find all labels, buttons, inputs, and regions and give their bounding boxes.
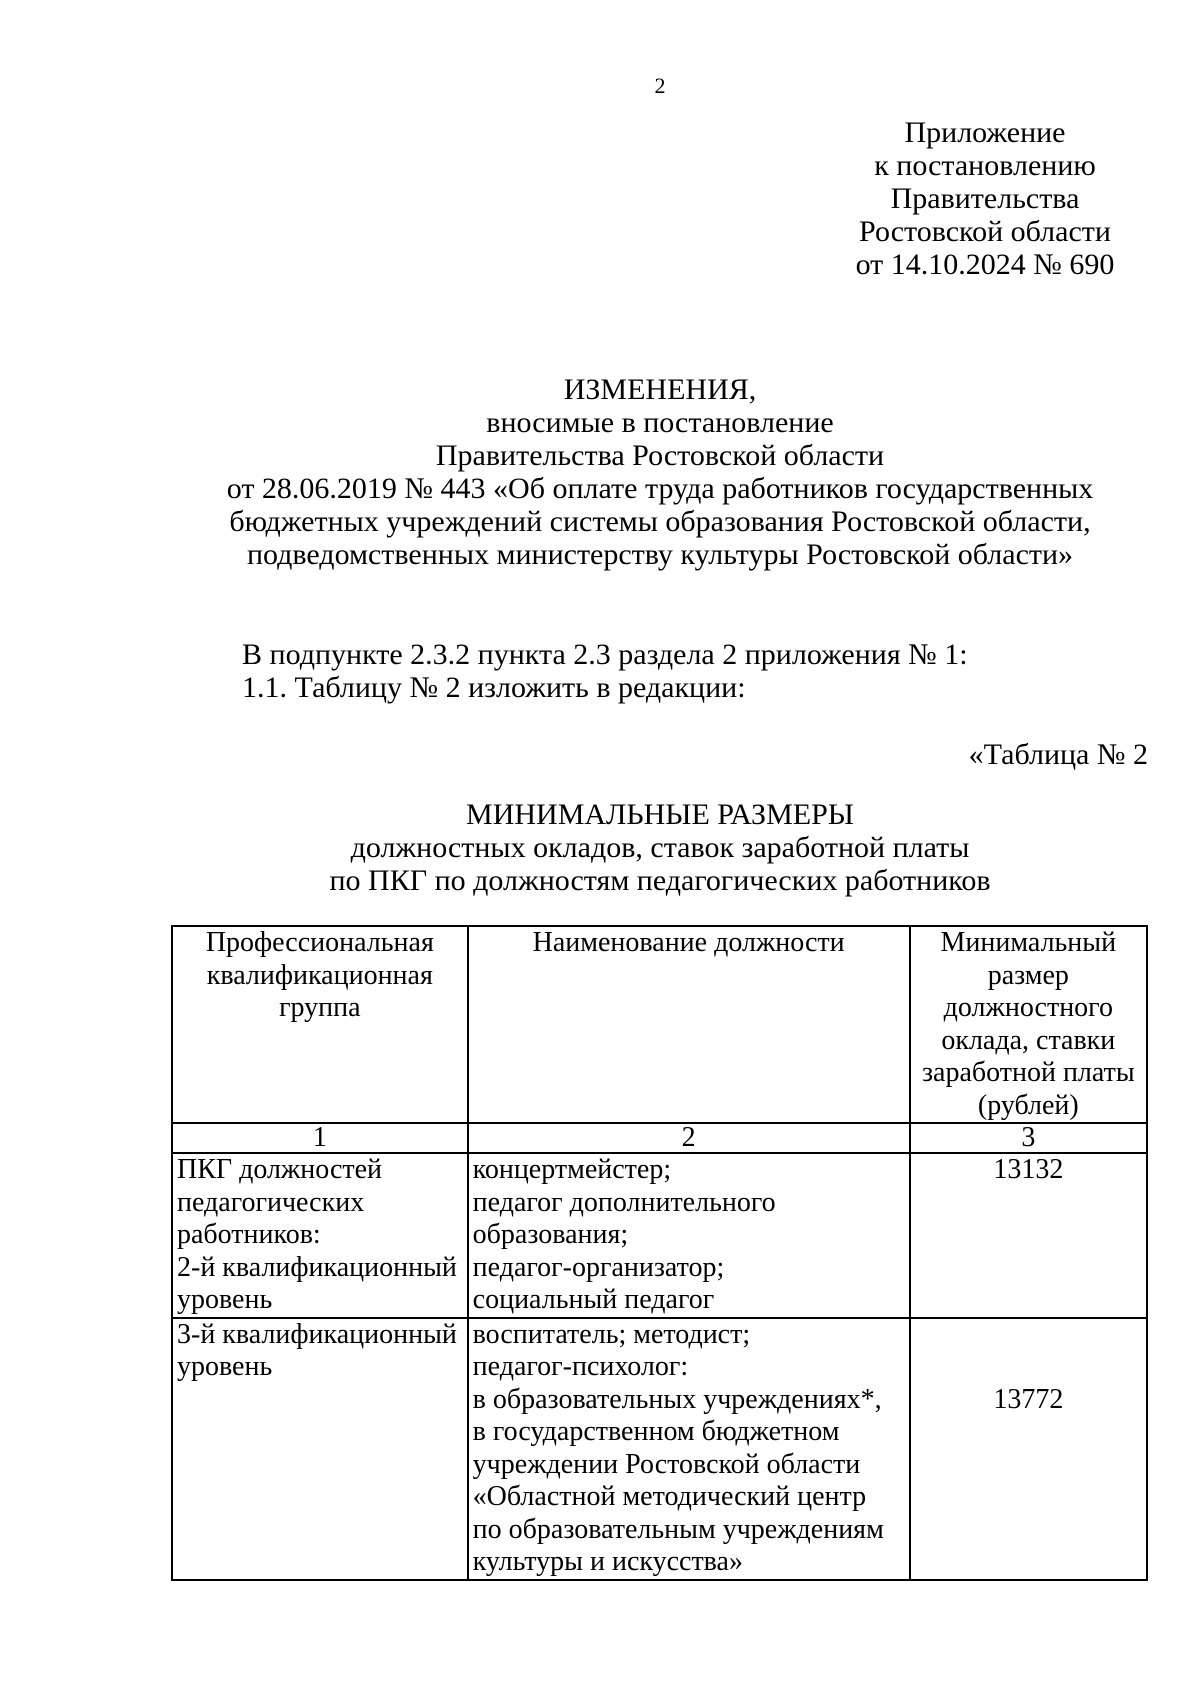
salary-cell: [910, 1153, 1147, 1318]
group-cell: [172, 1318, 468, 1580]
instruction-line: 1.1. Таблицу № 2 изложить в редакции:: [242, 671, 746, 704]
table-title-block: [170, 798, 1150, 897]
header-line: Наименование должности: [532, 927, 845, 958]
table-subtitle-line: по ПКГ по должностям педагогических работников: [329, 864, 991, 897]
cell-line: 2-й квалификационный: [177, 1251, 457, 1283]
header-salary: [910, 926, 1147, 1123]
header-group: [172, 926, 468, 1123]
cell-line: концертмейстер;: [472, 1154, 672, 1185]
salary-value: 13772: [993, 1383, 1064, 1415]
cell-line: педагог-психолог:: [472, 1351, 689, 1382]
column-number: 2: [468, 1123, 910, 1153]
column-number: 1: [172, 1123, 468, 1153]
cell-line: «Областной методический центр: [472, 1481, 867, 1512]
changes-title: ИЗМЕНЕНИЯ,: [563, 373, 757, 406]
salary-value: 13132: [993, 1154, 1064, 1185]
table-row: [172, 1318, 1147, 1580]
appendix-line: Ростовской области: [859, 215, 1111, 248]
header-position: [468, 926, 910, 1123]
positions-cell: [468, 1153, 910, 1318]
appendix-block: [830, 116, 1140, 281]
cell-line: работников:: [177, 1219, 321, 1250]
cell-line: культуры и искусства»: [472, 1546, 743, 1577]
cell-line: 3-й квалификационный: [177, 1318, 457, 1350]
column-number: 3: [910, 1123, 1147, 1153]
header-line: (рублей): [977, 1089, 1079, 1121]
header-line: заработной платы: [921, 1057, 1135, 1088]
header-line: должностного: [943, 992, 1113, 1023]
cell-line: педагог-организатор;: [472, 1251, 725, 1283]
salary-spacer: [915, 1351, 1142, 1384]
table-caption: «Таблица № 2: [968, 738, 1148, 771]
instructions-block: [242, 638, 1162, 704]
changes-line: Правительства Ростовской области: [435, 439, 885, 472]
cell-line: учреждении Ростовской области: [472, 1448, 861, 1480]
changes-header: [170, 373, 1150, 571]
cell-line: педагог дополнительного: [472, 1186, 776, 1218]
changes-line: от 28.06.2019 № 443 «Об оплате труда работников государственных: [226, 472, 1094, 505]
appendix-line: к постановлению: [874, 149, 1096, 182]
header-line: размер: [987, 959, 1069, 991]
header-line: Минимальный: [940, 927, 1117, 958]
header-line: группа: [279, 992, 361, 1023]
cell-line: уровень: [177, 1351, 273, 1382]
cell-line: в государственном бюджетном: [472, 1416, 840, 1447]
instruction-line: В подпункте 2.3.2 пункта 2.3 раздела 2 приложения № 1:: [242, 638, 968, 671]
cell-line: ПКГ должностей: [177, 1154, 383, 1185]
cell-line: уровень: [177, 1284, 273, 1315]
changes-line: бюджетных учреждений системы образования Ростовской области,: [229, 505, 1091, 538]
cell-line: по образовательным учреждениям: [472, 1513, 884, 1545]
table-subtitle-line: должностных окладов, ставок заработной платы: [350, 831, 970, 864]
appendix-line: Приложение: [904, 116, 1066, 149]
cell-line: образования;: [472, 1219, 629, 1250]
header-line: квалификационная: [206, 959, 433, 991]
table-row: [172, 1153, 1147, 1318]
table-header-row: [172, 926, 1147, 1123]
column-number-row: [172, 1123, 1147, 1153]
positions-cell: [468, 1318, 910, 1580]
header-line: оклада, ставки: [941, 1024, 1116, 1056]
group-cell: [172, 1153, 468, 1318]
cell-line: воспитатель; методист;: [472, 1318, 751, 1350]
page-number: 2: [654, 73, 666, 98]
salary-cell: [910, 1318, 1147, 1580]
salary-table: [171, 925, 1148, 1581]
salary-spacer: [915, 1319, 1142, 1352]
appendix-line: от 14.10.2024 № 690: [855, 248, 1115, 281]
cell-line: в образовательных учреждениях*,: [472, 1383, 882, 1415]
cell-line: педагогических: [177, 1186, 365, 1218]
cell-line: социальный педагог: [472, 1284, 715, 1315]
changes-line: подведомственных министерству культуры Ростовской области»: [246, 538, 1074, 571]
appendix-line: Правительства: [890, 182, 1080, 215]
changes-line: вносимые в постановление: [486, 406, 834, 439]
table-title: МИНИМАЛЬНЫЕ РАЗМЕРЫ: [466, 798, 854, 831]
header-line: Профессиональная: [205, 927, 434, 958]
